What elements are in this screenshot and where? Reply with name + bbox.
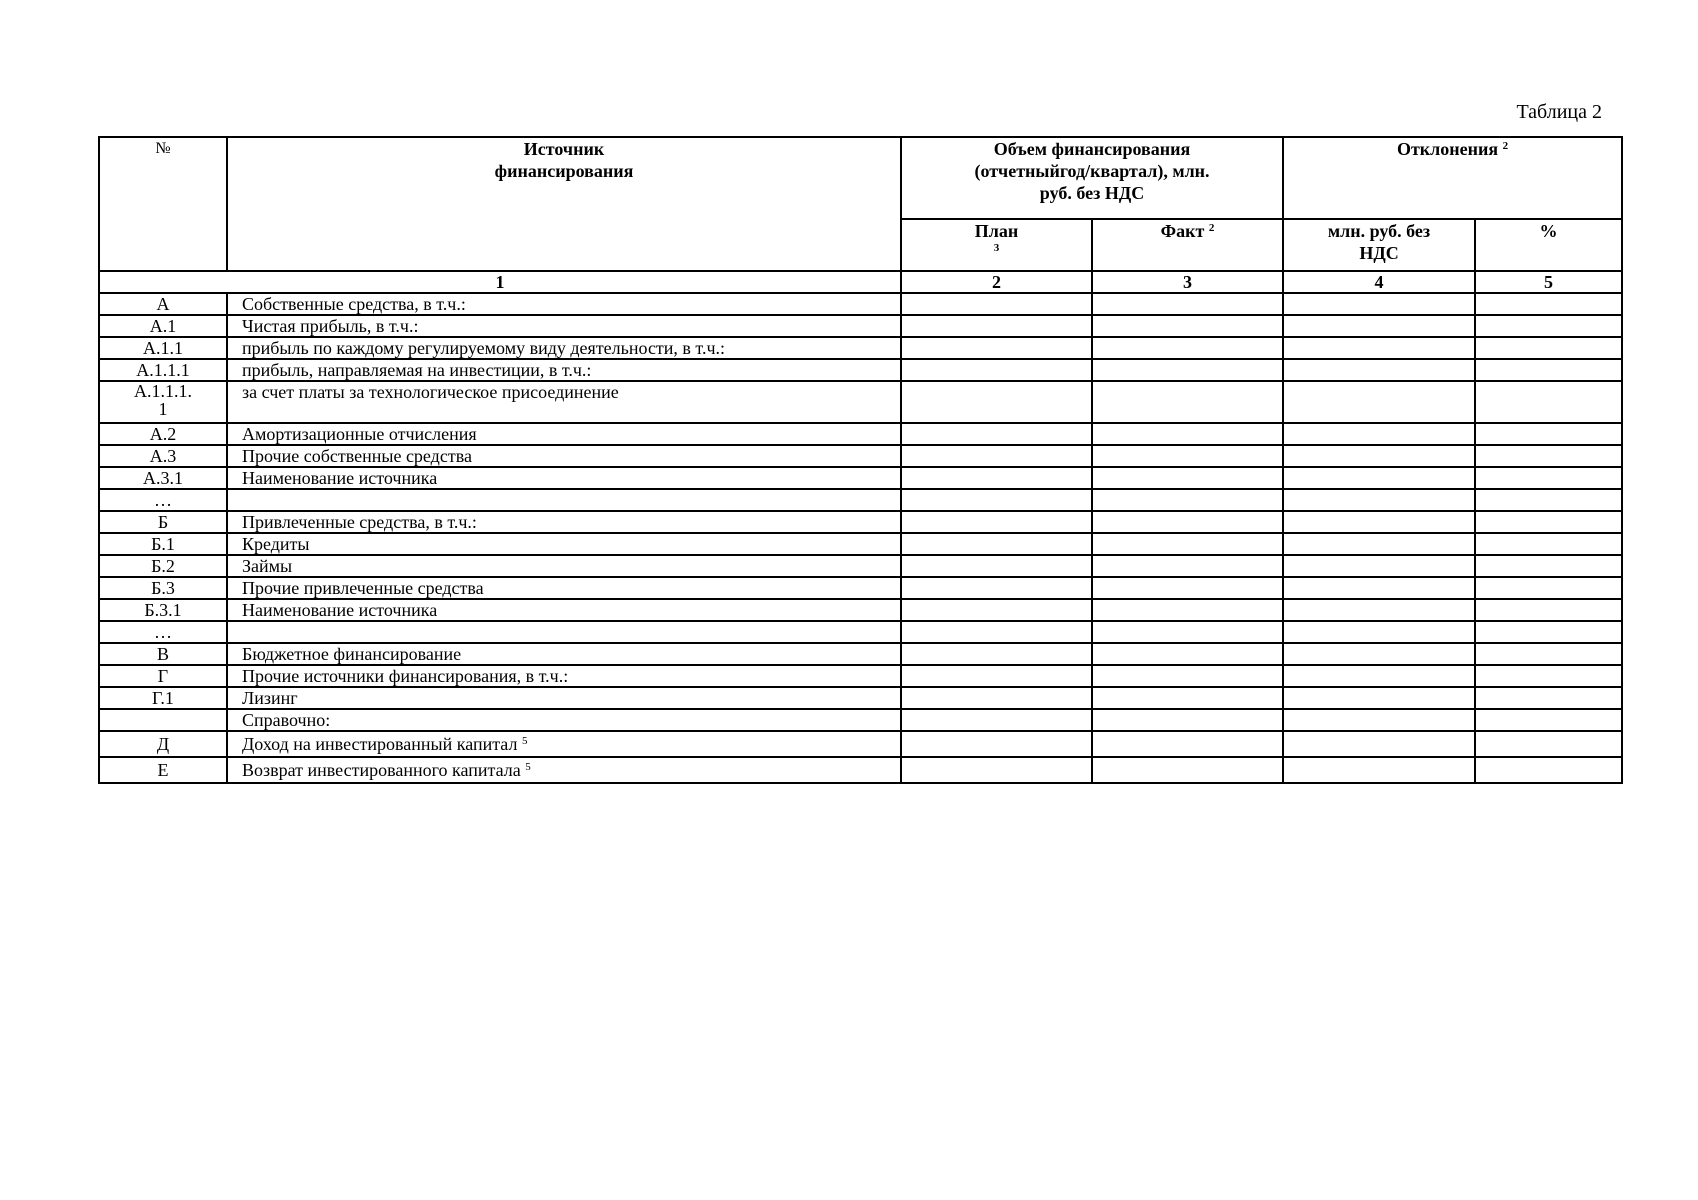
- fact-cell: [1092, 423, 1283, 445]
- deviation-percent-cell: [1475, 599, 1622, 621]
- fact-cell: [1092, 621, 1283, 643]
- row-source-name: [227, 665, 901, 687]
- deviation-mln-cell: [1283, 731, 1475, 757]
- financing-sources-table: [98, 136, 1623, 784]
- deviation-percent-cell: [1475, 445, 1622, 467]
- row-number-text: А.3.1: [143, 468, 183, 488]
- row-number-text: …: [154, 490, 172, 510]
- row-source-text: Собственные средства, в т.ч.:: [242, 294, 466, 314]
- fact-cell: [1092, 665, 1283, 687]
- plan-cell: [901, 599, 1092, 621]
- header-volume-line: руб. без НДС: [1039, 183, 1145, 203]
- table-row: [99, 665, 1622, 687]
- header-volume-line: (отчетныйгод/квартал), млн.: [974, 161, 1210, 181]
- row-number: [99, 599, 227, 621]
- deviation-percent-cell: [1475, 709, 1622, 731]
- row-number-text: Г: [157, 666, 169, 686]
- row-number: [99, 337, 227, 359]
- row-number: [99, 621, 227, 643]
- fact-cell: [1092, 577, 1283, 599]
- row-number-text: Е: [157, 760, 169, 780]
- row-source-name: [227, 511, 901, 533]
- row-source-text: Чистая прибыль, в т.ч.:: [242, 316, 419, 336]
- table-row: [99, 381, 1622, 423]
- column-number: 5: [1475, 271, 1622, 293]
- deviation-percent-cell: [1475, 757, 1622, 783]
- fact-cell: [1092, 599, 1283, 621]
- plan-cell: [901, 445, 1092, 467]
- row-number: [99, 731, 227, 757]
- row-number-text: Д: [156, 734, 170, 754]
- plan-cell: [901, 643, 1092, 665]
- table-row: [99, 555, 1622, 577]
- deviation-mln-cell: [1283, 445, 1475, 467]
- deviation-percent-cell: [1475, 511, 1622, 533]
- plan-cell: [901, 315, 1092, 337]
- row-source-text: Бюджетное финансирование: [242, 644, 462, 664]
- column-number: 3: [1092, 271, 1283, 293]
- row-number-text: Б.3.1: [144, 600, 182, 620]
- row-number: [99, 687, 227, 709]
- row-number-text: А.1.1.1.: [134, 381, 192, 401]
- plan-cell: [901, 621, 1092, 643]
- table-row: [99, 533, 1622, 555]
- footnote-mark: 3: [993, 242, 1000, 254]
- row-source-text: Возврат инвестированного капитала: [242, 760, 521, 780]
- plan-cell: [901, 359, 1092, 381]
- row-source-name: [227, 381, 901, 423]
- row-source-name: [227, 621, 901, 643]
- header-deviations-label: Отклонения: [1396, 139, 1499, 159]
- footnote-mark: 2: [1208, 222, 1215, 234]
- header-fact-label: Факт: [1160, 221, 1205, 241]
- fact-cell: [1092, 381, 1283, 423]
- table-caption: Таблица 2: [1516, 101, 1602, 123]
- row-source-name: [227, 731, 901, 757]
- deviation-mln-cell: [1283, 687, 1475, 709]
- header-volume-line: Объем финансирования: [993, 139, 1191, 159]
- deviation-percent-cell: [1475, 643, 1622, 665]
- table-row: [99, 511, 1622, 533]
- deviation-mln-cell: [1283, 621, 1475, 643]
- plan-cell: [901, 467, 1092, 489]
- deviation-percent-cell: [1475, 533, 1622, 555]
- header-volume: [901, 137, 1283, 219]
- deviation-percent-cell: [1475, 731, 1622, 757]
- deviation-mln-cell: [1283, 337, 1475, 359]
- row-number: [99, 533, 227, 555]
- fact-cell: [1092, 643, 1283, 665]
- header-mln-line: НДС: [1359, 243, 1399, 263]
- plan-cell: [901, 381, 1092, 423]
- table-row: [99, 643, 1622, 665]
- row-source-text: Прочие собственные средства: [242, 446, 472, 466]
- table-row: [99, 423, 1622, 445]
- deviation-percent-cell: [1475, 423, 1622, 445]
- fact-cell: [1092, 467, 1283, 489]
- fact-cell: [1092, 489, 1283, 511]
- row-number-text: Б.3: [151, 578, 175, 598]
- table-row: [99, 687, 1622, 709]
- row-number: [99, 445, 227, 467]
- header-fact: [1092, 219, 1283, 271]
- row-source-text: Лизинг: [242, 688, 298, 708]
- row-source-text: Справочно:: [242, 710, 331, 730]
- table-row: [99, 359, 1622, 381]
- table-row: [99, 315, 1622, 337]
- row-number: [99, 359, 227, 381]
- deviation-mln-cell: [1283, 577, 1475, 599]
- row-source-text: за счет платы за технологическое присоединение: [242, 382, 619, 402]
- row-number: [99, 665, 227, 687]
- deviation-mln-cell: [1283, 709, 1475, 731]
- row-source-name: [227, 555, 901, 577]
- row-number: [99, 757, 227, 783]
- header-deviations: [1283, 137, 1622, 219]
- table-row: [99, 489, 1622, 511]
- row-number: [99, 577, 227, 599]
- column-number: 4: [1283, 271, 1475, 293]
- plan-cell: [901, 577, 1092, 599]
- fact-cell: [1092, 293, 1283, 315]
- row-number-text: А: [156, 294, 170, 314]
- fact-cell: [1092, 709, 1283, 731]
- row-number: [99, 555, 227, 577]
- row-number: [99, 511, 227, 533]
- fact-cell: [1092, 511, 1283, 533]
- table-row: [99, 445, 1622, 467]
- row-source-name: [227, 533, 901, 555]
- deviation-mln-cell: [1283, 315, 1475, 337]
- row-source-text: Прочие источники финансирования, в т.ч.:: [242, 666, 569, 686]
- row-number: [99, 381, 227, 423]
- row-source-text: прибыль по каждому регулируемому виду деятельности, в т.ч.:: [242, 338, 725, 358]
- row-source-name: [227, 315, 901, 337]
- table-row: [99, 731, 1622, 757]
- row-number: [99, 709, 227, 731]
- plan-cell: [901, 293, 1092, 315]
- row-number: [99, 293, 227, 315]
- deviation-percent-cell: [1475, 555, 1622, 577]
- fact-cell: [1092, 337, 1283, 359]
- row-number: [99, 643, 227, 665]
- column-number-row: [99, 271, 1622, 293]
- column-number: 1: [99, 271, 901, 293]
- deviation-percent-cell: [1475, 467, 1622, 489]
- footnote-mark: 5: [525, 761, 531, 773]
- plan-cell: [901, 731, 1092, 757]
- row-number-text: А.3: [149, 446, 177, 466]
- deviation-percent-cell: [1475, 577, 1622, 599]
- row-source-text: Доход на инвестированный капитал: [242, 734, 518, 754]
- table-row: [99, 577, 1622, 599]
- row-source-name: [227, 709, 901, 731]
- column-number: 2: [901, 271, 1092, 293]
- table-row: [99, 757, 1622, 783]
- row-source-text: прибыль, направляемая на инвестиции, в т.ч.:: [242, 360, 592, 380]
- deviation-mln-cell: [1283, 293, 1475, 315]
- header-percent: %: [1475, 219, 1622, 271]
- row-number: [99, 467, 227, 489]
- fact-cell: [1092, 359, 1283, 381]
- row-number-text: 1: [158, 399, 168, 419]
- footnote-mark: 5: [521, 735, 528, 747]
- deviation-mln-cell: [1283, 533, 1475, 555]
- deviation-percent-cell: [1475, 381, 1622, 423]
- row-source-name: [227, 577, 901, 599]
- row-source-name: [227, 489, 901, 511]
- header-mln-rub: [1283, 219, 1475, 271]
- row-source-name: [227, 445, 901, 467]
- deviation-mln-cell: [1283, 555, 1475, 577]
- fact-cell: [1092, 731, 1283, 757]
- plan-cell: [901, 757, 1092, 783]
- row-number-text: А.2: [149, 424, 177, 444]
- row-source-name: [227, 359, 901, 381]
- deviation-mln-cell: [1283, 423, 1475, 445]
- deviation-mln-cell: [1283, 359, 1475, 381]
- plan-cell: [901, 687, 1092, 709]
- deviation-mln-cell: [1283, 489, 1475, 511]
- row-source-name: [227, 599, 901, 621]
- header-plan-label: План: [974, 221, 1019, 241]
- table-row: [99, 599, 1622, 621]
- row-number-text: А.1: [149, 316, 177, 336]
- deviation-mln-cell: [1283, 757, 1475, 783]
- fact-cell: [1092, 555, 1283, 577]
- row-source-text: Амортизационные отчисления: [242, 424, 477, 444]
- deviation-percent-cell: [1475, 621, 1622, 643]
- row-number: [99, 423, 227, 445]
- row-number-text: В: [156, 644, 169, 664]
- plan-cell: [901, 489, 1092, 511]
- header-source: [227, 137, 901, 271]
- deviation-percent-cell: [1475, 315, 1622, 337]
- row-source-name: [227, 757, 901, 783]
- row-number-text: Б: [157, 512, 169, 532]
- deviation-mln-cell: [1283, 665, 1475, 687]
- row-source-text: Займы: [242, 556, 293, 576]
- fact-cell: [1092, 687, 1283, 709]
- table-row: [99, 709, 1622, 731]
- row-number-text: …: [154, 622, 172, 642]
- row-number-text: Б.1: [151, 534, 175, 554]
- fact-cell: [1092, 315, 1283, 337]
- header-plan: [901, 219, 1092, 271]
- fact-cell: [1092, 445, 1283, 467]
- row-number-text: Б.2: [151, 556, 175, 576]
- deviation-percent-cell: [1475, 665, 1622, 687]
- row-source-name: [227, 467, 901, 489]
- table-row: [99, 467, 1622, 489]
- plan-cell: [901, 709, 1092, 731]
- row-source-name: [227, 337, 901, 359]
- row-source-text: Кредиты: [242, 534, 310, 554]
- deviation-mln-cell: [1283, 643, 1475, 665]
- header-number: №: [99, 137, 227, 271]
- header-mln-line: млн. руб. без: [1327, 221, 1431, 241]
- table-row: [99, 337, 1622, 359]
- row-source-text: Наименование источника: [242, 600, 438, 620]
- plan-cell: [901, 555, 1092, 577]
- row-source-name: [227, 423, 901, 445]
- deviation-mln-cell: [1283, 467, 1475, 489]
- header-source-line: финансирования: [494, 161, 634, 181]
- fact-cell: [1092, 533, 1283, 555]
- deviation-percent-cell: [1475, 359, 1622, 381]
- row-source-text: Привлеченные средства, в т.ч.:: [242, 512, 477, 532]
- deviation-mln-cell: [1283, 511, 1475, 533]
- row-number-text: А.1.1.1: [136, 360, 190, 380]
- deviation-percent-cell: [1475, 489, 1622, 511]
- row-source-name: [227, 643, 901, 665]
- table-row: [99, 293, 1622, 315]
- deviation-percent-cell: [1475, 337, 1622, 359]
- row-number-text: А.1.1: [143, 338, 183, 358]
- fact-cell: [1092, 757, 1283, 783]
- header-source-line: Источник: [523, 139, 605, 159]
- deviation-mln-cell: [1283, 599, 1475, 621]
- plan-cell: [901, 665, 1092, 687]
- row-source-text: Наименование источника: [242, 468, 438, 488]
- footnote-mark: 2: [1502, 140, 1509, 152]
- row-source-name: [227, 687, 901, 709]
- row-number-text: Г.1: [152, 688, 174, 708]
- deviation-percent-cell: [1475, 687, 1622, 709]
- row-number: [99, 489, 227, 511]
- plan-cell: [901, 533, 1092, 555]
- row-number: [99, 315, 227, 337]
- row-source-name: [227, 293, 901, 315]
- plan-cell: [901, 423, 1092, 445]
- deviation-mln-cell: [1283, 381, 1475, 423]
- row-source-text: Прочие привлеченные средства: [242, 578, 484, 598]
- plan-cell: [901, 337, 1092, 359]
- table-row: [99, 621, 1622, 643]
- plan-cell: [901, 511, 1092, 533]
- deviation-percent-cell: [1475, 293, 1622, 315]
